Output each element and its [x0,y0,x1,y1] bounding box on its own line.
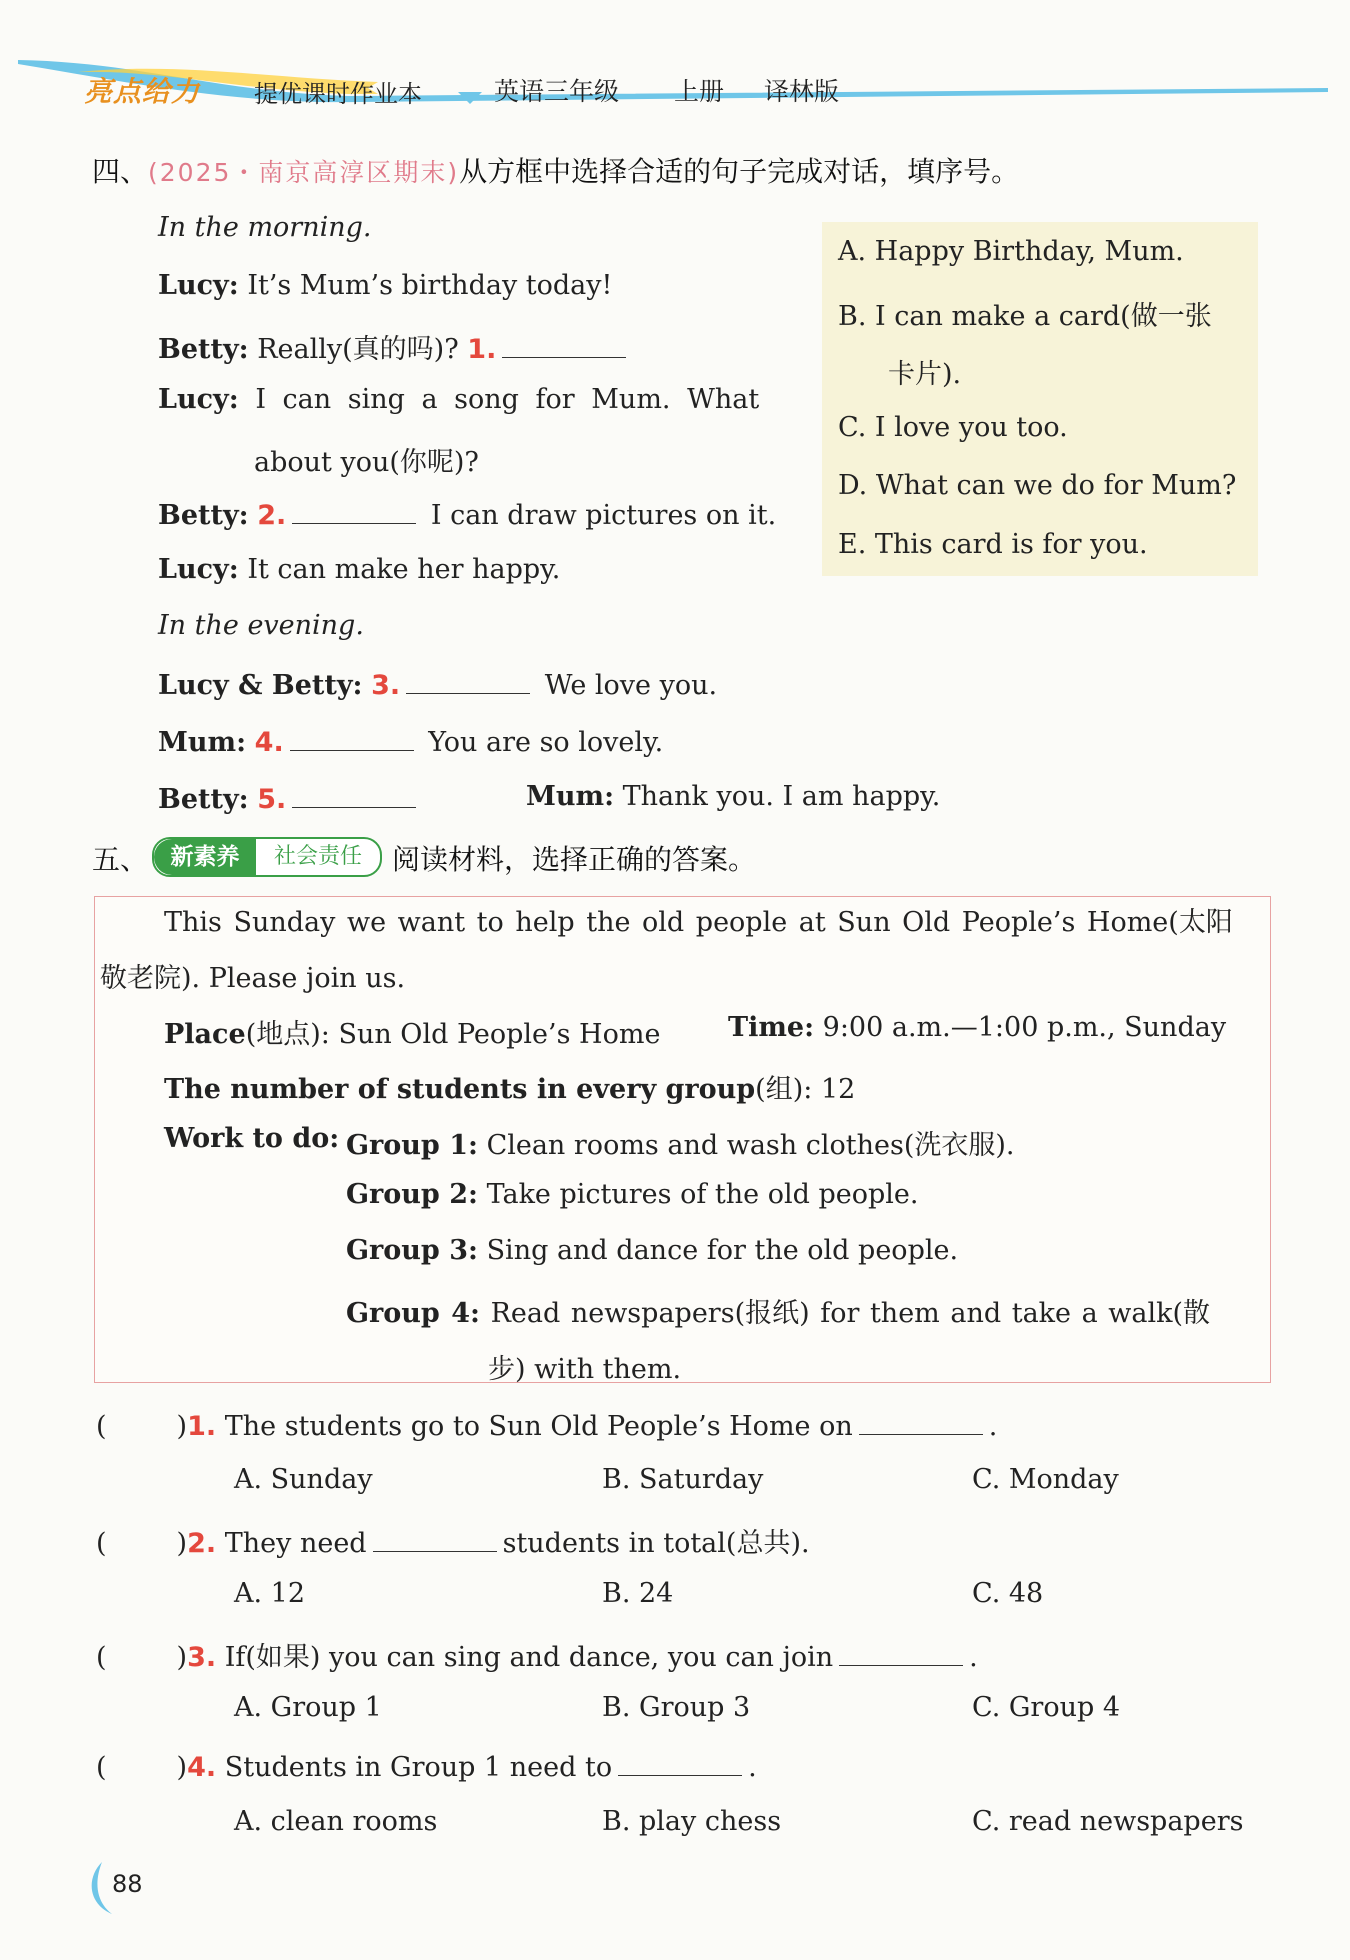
question-blank-1[interactable] [859,1408,983,1435]
option-b-cont: 卡片). [888,359,962,390]
group-line: Group 2: Take pictures of the old people. [346,1179,919,1210]
section4-source: (2025・南京高淳区期末) [148,158,460,187]
question-blank-2[interactable] [373,1525,497,1552]
answer-blank-4[interactable] [290,724,414,751]
dialogue-line: about you(你呢)? [254,447,479,478]
edition-label: 译林版 [764,77,840,106]
reading-place: Place(地点): Sun Old People’s Home [164,1019,661,1050]
q3-option-a[interactable]: A. Group 1 [234,1692,382,1723]
group-line: Group 4: Read newspapers(报纸) for them and take a walk(散 [346,1298,1211,1329]
dialogue-line: Lucy: It’s Mum’s birthday today! [158,270,613,301]
q3-option-b[interactable]: B. Group 3 [602,1692,751,1723]
q2-option-c[interactable]: C. 48 [972,1578,1044,1609]
q3-option-c[interactable]: C. Group 4 [972,1692,1121,1723]
group-line-cont: 步) with them. [488,1354,682,1385]
question-2: ( )2. They need students in total(总共). [96,1521,810,1560]
option-e: E. This card is for you. [838,529,1148,560]
q2-option-b[interactable]: B. 24 [602,1578,674,1609]
q4-option-c[interactable]: C. read newspapers [972,1806,1244,1837]
dialogue-line: Betty: 5. [158,781,422,815]
dialogue-line: Lucy: I can sing a song for Mum. What [158,384,760,415]
group-line: Group 1: Clean rooms and wash clothes(洗衣服). [346,1130,1015,1161]
work-label: Work to do: [164,1123,340,1154]
q2-option-a[interactable]: A. 12 [234,1578,306,1609]
q1-option-b[interactable]: B. Saturday [602,1464,764,1495]
scene-evening: In the evening. [158,610,364,641]
answer-blank-2[interactable] [292,497,416,524]
q1-option-c[interactable]: C. Monday [972,1464,1119,1495]
reading-intro-1: This Sunday we want to help the old people at Sun Old People’s Home(太阳 [164,907,1233,938]
question-4: ( )4. Students in Group 1 need to . [96,1749,757,1783]
option-d: D. What can we do for Mum? [838,470,1237,501]
answer-blank-5[interactable] [292,781,416,808]
volume-label: 上册 [674,77,725,106]
reading-group-size: The number of students in every group(组): 12 [164,1074,856,1105]
badge-right: 社会责任 [273,844,362,869]
group-line: Group 3: Sing and dance for the old people. [346,1235,959,1266]
literacy-badge [152,837,382,877]
page-number: 88 [112,1870,143,1898]
q4-option-b[interactable]: B. play chess [602,1806,782,1837]
option-a: A. Happy Birthday, Mum. [838,236,1184,267]
question-blank-3[interactable] [839,1639,963,1666]
section4-label: 四、 [92,155,149,188]
reading-time: Time: 9:00 a.m.—1:00 p.m., Sunday [728,1012,1227,1043]
subject-label: 英语三年级 [494,77,620,106]
question-blank-4[interactable] [618,1749,742,1776]
option-c: C. I love you too. [838,412,1068,443]
badge-left: 新素养 [154,839,256,875]
dialogue-line: Betty: 2. I can draw pictures on it. [158,497,776,531]
answer-blank-3[interactable] [406,667,530,694]
reading-intro-2: 敬老院). Please join us. [100,963,406,994]
q1-option-a[interactable]: A. Sunday [234,1464,373,1495]
question-3: ( )3. If(如果) you can sing and dance, you can join . [96,1635,978,1674]
answer-blank-1[interactable] [502,331,626,358]
scene-morning: In the morning. [158,212,372,243]
book-title: 提优课时作业本 [254,80,422,108]
dialogue-line: Lucy: It can make her happy. [158,554,561,585]
dialogue-line: Mum: 4. You are so lovely. [158,724,663,758]
dialogue-line: Betty: Really(真的吗)? 1. [158,327,632,366]
q4-option-a[interactable]: A. clean rooms [234,1806,438,1837]
dialogue-line: Mum: Thank you. I am happy. [526,781,941,812]
section5-instruction: 阅读材料，选择正确的答案。 [392,843,757,876]
section4-instruction: 从方框中选择合适的句子完成对话，填序号。 [459,155,1020,188]
section4-heading [92,150,1019,190]
question-1: ( )1. The students go to Sun Old People’s Home on . [96,1408,997,1442]
section5-label: 五、 [92,843,149,876]
brand-logo: 亮点给力 [84,75,201,108]
options-box [822,222,1258,576]
option-b: B. I can make a card(做一张 [838,301,1212,332]
dialogue-line: Lucy & Betty: 3. We love you. [158,667,717,701]
